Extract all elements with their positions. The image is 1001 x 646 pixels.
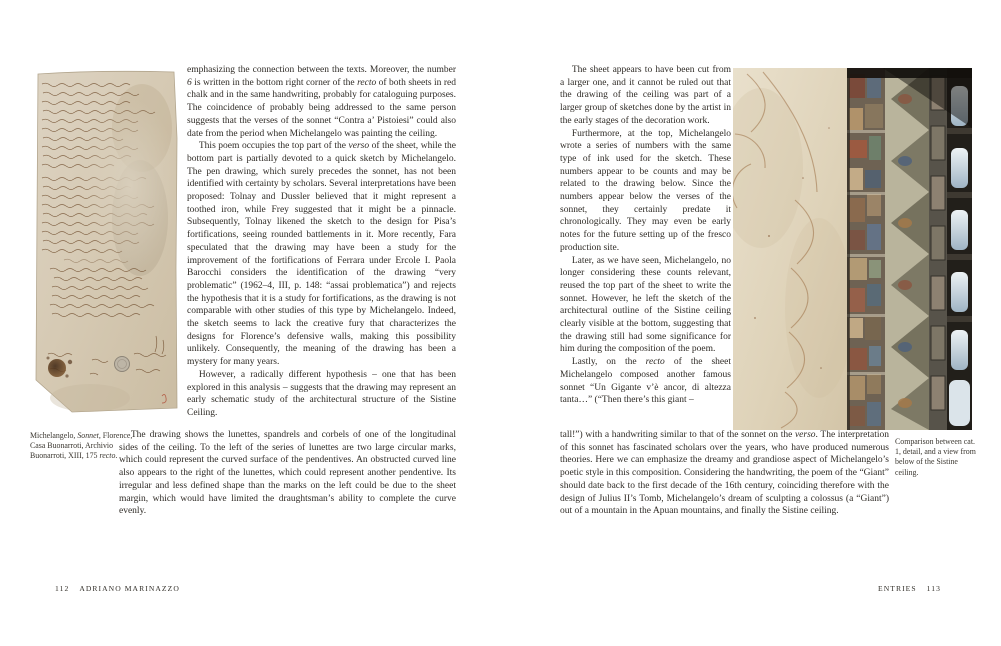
paragraph: emphasizing the connection between the texts. Moreover, the number 6 is written in the bottom right corner of the recto of both sheets in red chalk and in the same handwriting, probably for cataloguing purposes. The coincidence of probably being addressed to the same person suggests that the verses of the sonnet “Contra a’ Pistoiesi” could also date from the period when Michelangelo was painting the ceiling. bbox=[187, 65, 456, 139]
manuscript-caption: Michelangelo, Sonnet, Florence, Casa Buonarroti, Archivio Buonarroti, XIII, 175 recto. bbox=[30, 431, 133, 461]
paragraph: The drawing shows the lunettes, spandrels and corbels of one of the longitudinal sides of the ceiling. To the left of the series of lunettes are two large circular marks, which could represent the curved surface of the pendentives. An obstructed curved line also appears to the right of the lunettes, which could represent another pendentive. Its irregular and less defined shape than the marks on the left could be due to the sheet margin, which would have limited the draughtsman’s ability to complete the curve evenly. bbox=[119, 430, 456, 517]
author-name: ADRIANO MARINAZZO bbox=[79, 584, 180, 593]
archive-stamp bbox=[115, 357, 130, 372]
manuscript-image bbox=[30, 68, 180, 416]
comparison-figure bbox=[733, 68, 972, 430]
paragraph: This poem occupies the top part of the verso of the sheet, while the bottom part is partially devoted to a quick sketch by Michelangelo. The pen drawing, which surely precedes the sonnet, has not been identified with certainty by scholars. Several interpretations have been proposed: Tolnay and Dussler believed that it might represent a toothed iron, while Frey suggested that it might be a pinnacle. Subsequently, Tolnay likened the sketch to the design for Pisa’s fortifications, seeing rounded battlements in it. More recently, Fara speculated that the drawing may have been a study for the improvement of the fortifications of Ferrara under Ercole I. Paola Barocchi considers the identification of the drawing “very problematic” (1962–4, III, p. 148: “assai problematica”) and rejects the hypothesis that it is a study for fortifications, as the drawing is not comparable with other studies of this type by Michelangelo. Indeed, the sketch seems to lack the creative fury that characterizes the designs for Florence’s defensive walls, making this possibility unlikely. Consequently, the meaning of the drawing has been a mystery for many years. bbox=[187, 141, 456, 368]
ceiling-spandrels bbox=[885, 68, 929, 430]
paragraph: However, a radically different hypothesis – one that has been explored in this analysis – suggests that the drawing may represent an early schematic study of the architectural structure of the Sistine Ceiling. bbox=[187, 369, 456, 418]
manuscript-drawing bbox=[30, 68, 180, 416]
comparison-caption: Comparison between cat. 1, detail, and a view from below of the Sistine ceiling. bbox=[895, 437, 976, 477]
right-bottom-paragraph bbox=[560, 429, 889, 518]
right-text-column bbox=[560, 64, 731, 407]
paragraph: Later, as we have seen, Michelangelo, no longer considering these counts relevant, reused the top part of the sheet to write the sonnet. However, he left the sketch of the architectural outline of the Sistine ceiling clearly visible at the bottom, suggesting that the drawing still had some significance for him during the composition of the poem. bbox=[560, 255, 731, 355]
paragraph: Furthermore, at the top, Michelangelo wrote a series of numbers with the same type of ink used for the sketch. These numbers appear to be counts and may be related to the drawing below. Since the numbers appear below the verses of the sonnet, they certainly predate it chronologically. They may even be early notes for the future setting up of the fresco production site. bbox=[560, 128, 731, 253]
ceiling-photo bbox=[847, 68, 972, 430]
paragraph: Lastly, on the recto of the sheet Michelangelo composed another famous sonnet “Un Gigante v’è ancor, di altezza tanta…” (“Then there’s this giant – bbox=[560, 357, 732, 406]
comparison-image bbox=[733, 68, 972, 430]
ceiling-panels bbox=[929, 68, 947, 430]
page-number-right: 113 bbox=[926, 584, 941, 593]
footer-right bbox=[878, 584, 941, 593]
left-text-column bbox=[187, 64, 456, 420]
entries-label: ENTRIES bbox=[878, 584, 917, 593]
page-number-left: 112 bbox=[55, 584, 70, 593]
paragraph: tall!”) with a handwriting similar to that of the sonnet on the verso. The interpretation of this sonnet has fascinated scholars over the years, who have produced numerous theories. Here we can emphasize the dreamy and grandiose aspect of Michelangelo’s poetic style in this composition. Considering the handwriting, the poem of the “Giant” should date back to the first decade of the 16th century, coinciding therefore with the design of Julius II’s Tomb, Michelangelo’s dream of sculpting a colossus (a “Giant”) out of a mountain in the Apuan mountains, and finally the Sistine ceiling. bbox=[560, 430, 889, 517]
sketch-detail bbox=[733, 68, 853, 430]
left-bottom-paragraph bbox=[119, 429, 456, 518]
ceiling-frescoes bbox=[847, 68, 885, 430]
paragraph: The sheet appears to have been cut from a larger one, and it cannot be ruled out that the drawing of the ceiling was part of a larger group of sketches done by the artist in the early stages of the decoration work. bbox=[560, 65, 731, 126]
footer-left bbox=[55, 584, 180, 593]
